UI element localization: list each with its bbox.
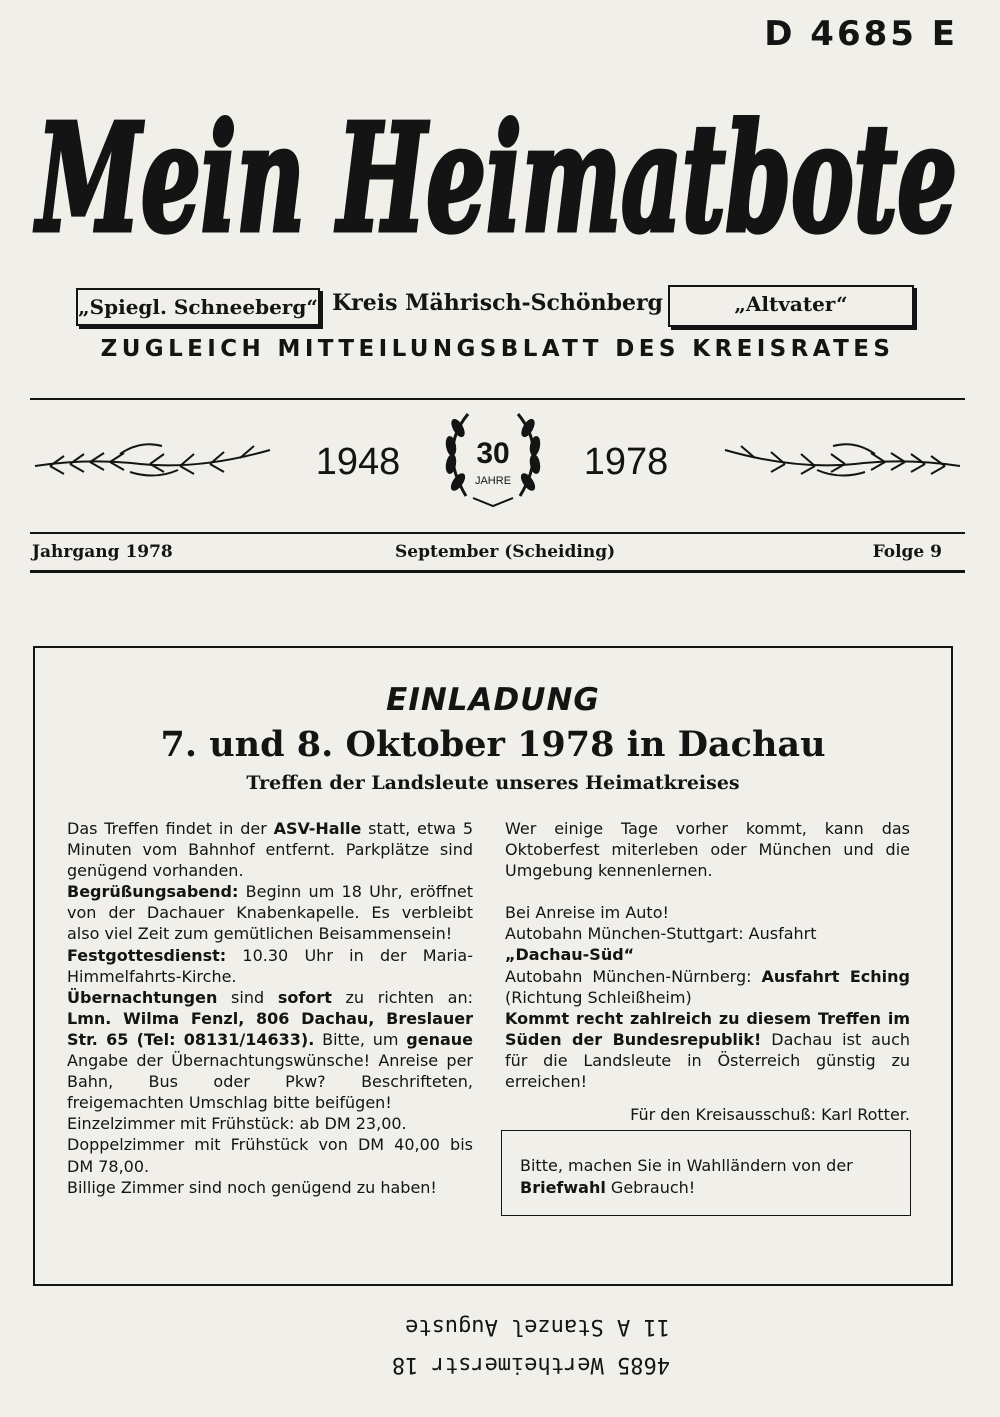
- year-to: 1978: [583, 441, 669, 483]
- anniversary-number: 30: [476, 437, 510, 470]
- left-branch-ornament: [35, 444, 270, 475]
- paragraph: Das Treffen findet in der ASV-Halle statt, etwa 5 Minuten vom Bahnhof entfernt. Parkplätze sind genügend vorhanden.: [67, 819, 473, 881]
- address-stamp: [340, 1308, 680, 1388]
- paragraph: Bei Anreise im Auto!: [505, 903, 669, 923]
- invitation-subheadline: Treffen der Landsleute unseres Heimatkreises: [246, 772, 740, 794]
- invitation-box: [33, 646, 953, 1286]
- anniversary-word: JAHRE: [474, 475, 512, 487]
- invitation-headline: 7. und 8. Oktober 1978 in Dachau: [160, 724, 826, 765]
- divider: [30, 570, 965, 573]
- postal-code: D 4685 E: [764, 14, 958, 54]
- paragraph: Wer einige Tage vorher kommt, kann das Oktoberfest miterleben oder München und die Umgebung kennenlernen.: [505, 819, 910, 881]
- paragraph: Autobahn München-Stuttgart: Ausfahrt „Dachau-Süd“: [505, 924, 817, 965]
- issue-number: Folge 9: [872, 542, 942, 562]
- masthead-logo: [30, 62, 965, 272]
- masthead-title: Mein Heimatbote: [33, 91, 957, 265]
- address-line-2: 11 A Stanzel Auguste: [405, 1314, 670, 1339]
- paragraph: Billige Zimmer sind noch genügend zu haben!: [67, 1177, 437, 1197]
- invitation-left-column: [67, 818, 473, 1198]
- address-line-1: 4685 Wertheimerstr 18: [391, 1352, 670, 1377]
- divider: [30, 532, 965, 534]
- issue-year: Jahrgang 1978: [32, 542, 173, 562]
- anniversary-banner: [30, 400, 965, 520]
- right-branch-ornament: [725, 444, 960, 475]
- paragraph: Doppelzimmer mit Frühstück von DM 40,00 bis DM 78,00.: [67, 1135, 473, 1176]
- masthead-left-box: „Spiegl. Schneeberg“: [76, 288, 320, 326]
- paragraph: Kommt recht zahlreich zu diesem Treffen im Süden der Bundesrepublik! Dachau ist auch für die Landsleute in Österreich günstig zu erreichen!: [505, 1008, 911, 1092]
- masthead-district: Kreis Mährisch-Schönberg: [332, 290, 663, 316]
- masthead-right-box: „Altvater“: [668, 285, 914, 327]
- paragraph: Übernachtungen sind sofort zu richten an: Lmn. Wilma Fenzl, 806 Dachau, Breslauer Str. 65 (Tel: 08131/14633). Bitte, um genaue Angabe der Übernachtungswünsche! Anreise per Bahn, Bus oder Pkw? Beschrifteten, freigemachten Umschlag bitte beifügen!: [67, 987, 474, 1113]
- invitation-right-column: [505, 818, 910, 1125]
- paragraph: Festgottesdienst: 10.30 Uhr in der Maria-Himmelfahrts-Kirche.: [67, 945, 473, 986]
- year-from: 1948: [315, 441, 401, 483]
- paragraph: Einzelzimmer mit Frühstück: ab DM 23,00.: [67, 1114, 407, 1134]
- paragraph: Autobahn München-Nürnberg: Ausfahrt Eching (Richtung Schleißheim): [505, 966, 910, 1007]
- paragraph: Begrüßungsabend: Beginn um 18 Uhr, eröffnet von der Dachauer Knabenkapelle. Es verbleibt also viel Zeit zum gemütlichen Beisammensein!: [67, 882, 473, 944]
- invitation-title: EINLADUNG: [386, 682, 600, 718]
- masthead-subtitle: ZUGLEICH MITTEILUNGSBLATT DES KREISRATES: [100, 336, 895, 362]
- issue-month: September (Scheiding): [395, 542, 616, 562]
- postal-vote-notice: Bitte, machen Sie in Wahlländern von der Briefwahl Gebrauch!: [501, 1130, 911, 1216]
- signature: Für den Kreisausschuß: Karl Rotter.: [630, 1105, 910, 1125]
